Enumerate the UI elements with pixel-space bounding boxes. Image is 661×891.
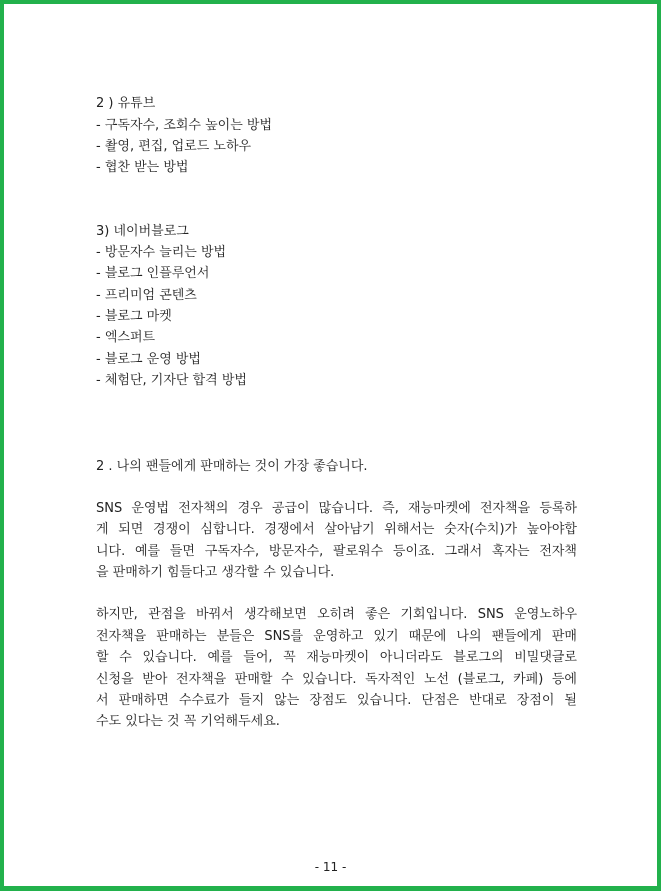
list-item: - 프리미엄 콘텐츠 (96, 288, 197, 303)
paragraph-line: 니다. 예를 들면 구독자수, 방문자수, 팔로워수 등이죠. 그래서 혹자는 전자책 (96, 544, 577, 559)
paragraph-line: 서 판매하면 수수료가 들지 않는 장점도 있습니다. 단점은 반대로 장점이 될 (96, 693, 577, 708)
paragraph-line: 전자책을 판매하는 분들은 SNS를 운영하고 있기 때문에 나의 팬들에게 판매 (96, 629, 577, 644)
paragraph-line: 을 판매하기 힘들다고 생각할 수 있습니다. (96, 565, 335, 580)
list-item: - 협찬 받는 방법 (96, 160, 189, 175)
list-item: - 체험단, 기자단 합격 방법 (96, 373, 247, 388)
page-number: - 11 - (314, 860, 347, 874)
list-item: - 블로그 운영 방법 (96, 352, 201, 367)
list-item: - 촬영, 편집, 업로드 노하우 (96, 139, 252, 154)
list-item: - 블로그 마켓 (96, 309, 172, 324)
paragraph-line: 게 되면 경쟁이 심합니다. 경쟁에서 살아남기 위해서는 숫자(수치)가 높아야합 (96, 522, 577, 537)
paragraph-line: 할 수 있습니다. 예를 들어, 꼭 재능마켓이 아니더라도 블로그의 비밀댓글로 (96, 650, 577, 665)
naver-heading: 3) 네이버블로그 (96, 224, 189, 239)
list-item: - 블로그 인플루언서 (96, 266, 210, 281)
paragraph-line: SNS 운영법 전자책의 경우 공급이 많습니다. 즉, 재능마켓에 전자책을 등록하 (96, 501, 577, 516)
section-title: 2 . 나의 팬들에게 판매하는 것이 가장 좋습니다. (96, 459, 368, 474)
list-item: - 엑스퍼트 (96, 330, 156, 345)
paragraph-line: 신청을 받아 전자책을 판매할 수 있습니다. 독자적인 노선 (블로그, 카페) 등에 (96, 672, 577, 687)
paragraph-line: 하지만, 관점을 바꿔서 생각해보면 오히려 좋은 기회입니다. SNS 운영노하우 (96, 607, 577, 622)
list-item: - 방문자수 늘리는 방법 (96, 245, 227, 260)
paragraph-line: 수도 있다는 것 꼭 기억해두세요. (96, 714, 280, 729)
youtube-heading: 2 ) 유튜브 (96, 96, 156, 111)
list-item: - 구독자수, 조회수 높이는 방법 (96, 118, 273, 133)
